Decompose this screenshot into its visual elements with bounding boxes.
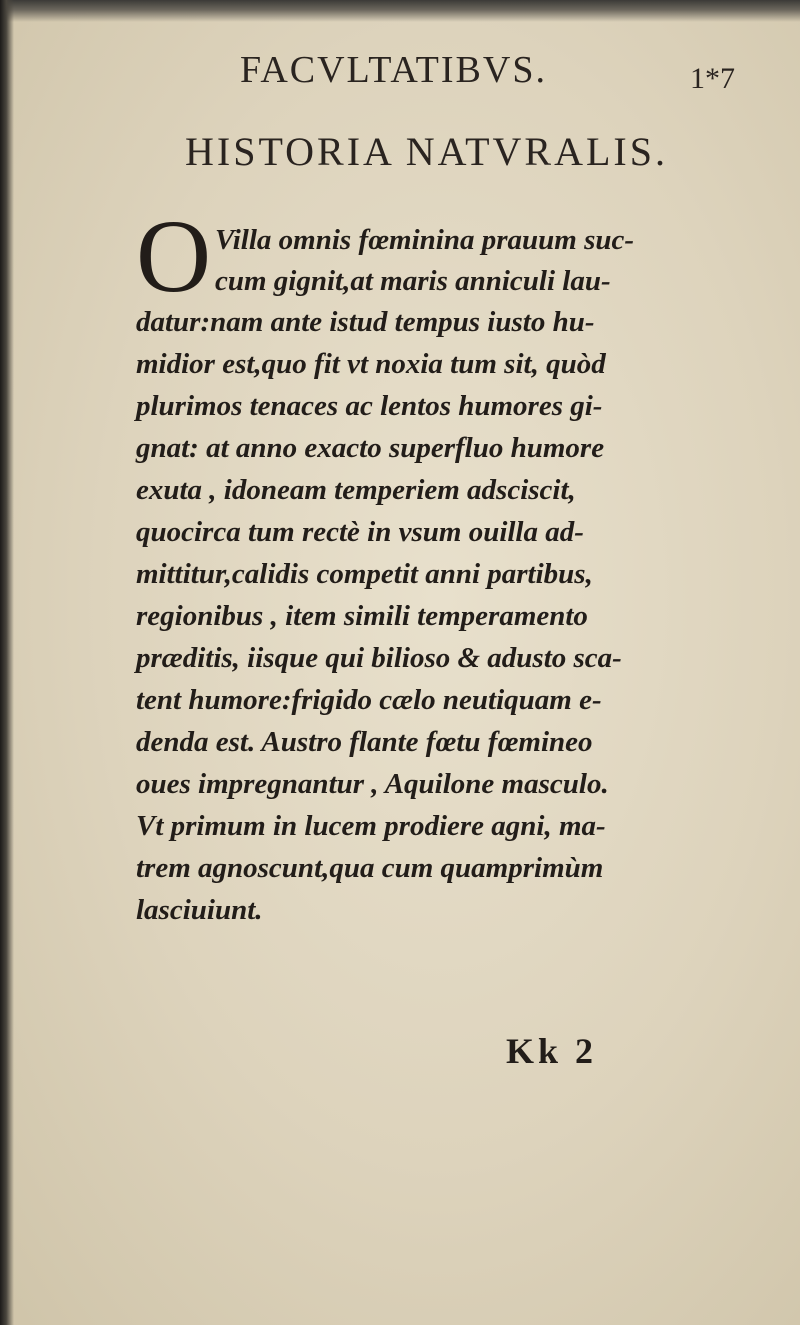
text-line-6: gnat: at anno exacto superfluo humore (136, 432, 605, 464)
text-line-4: midior est,quo fit vt noxia tum sit, quòd (136, 348, 606, 380)
text-line-8: quocirca tum rectè in vsum ouilla ad- (136, 516, 584, 548)
drop-cap: O (136, 199, 212, 314)
text-line-1: Villa omnis fœminina prauum suc- (215, 224, 635, 256)
running-head: FACVLTATIBVS. (240, 49, 547, 91)
text-line-2: cum gignit,at maris anniculi lau- (215, 265, 611, 297)
binding-shadow (0, 0, 14, 1325)
text-line-10: regionibus , item simili temperamento (136, 600, 588, 632)
text-line-17: lasciuiunt. (136, 894, 263, 926)
text-line-3: datur:nam ante istud tempus iusto hu- (136, 306, 595, 338)
text-line-15: Vt primum in lucem prodiere agni, ma- (136, 810, 606, 842)
text-line-7: exuta , idoneam temperiem adsciscit, (136, 474, 576, 506)
text-line-16: trem agnoscunt,qua cum quamprimùm (136, 852, 604, 884)
text-line-9: mittitur,calidis competit anni partibus, (136, 558, 593, 590)
text-line-14: oues impregnantur , Aquilone masculo. (136, 768, 609, 800)
text-line-11: præditis, iisque qui bilioso & adusto sca- (136, 642, 622, 674)
section-title: HISTORIA NATVRALIS. (185, 129, 668, 174)
page-top-shadow (0, 0, 800, 22)
page-number: 1*7 (690, 62, 735, 95)
text-line-5: plurimos tenaces ac lentos humores gi- (136, 390, 603, 422)
signature-mark: Kk 2 (506, 1031, 598, 1071)
text-line-12: tent humore:frigido cælo neutiquam e- (136, 684, 602, 716)
text-line-13: denda est. Austro flante fœtu fœmineo (136, 726, 593, 758)
